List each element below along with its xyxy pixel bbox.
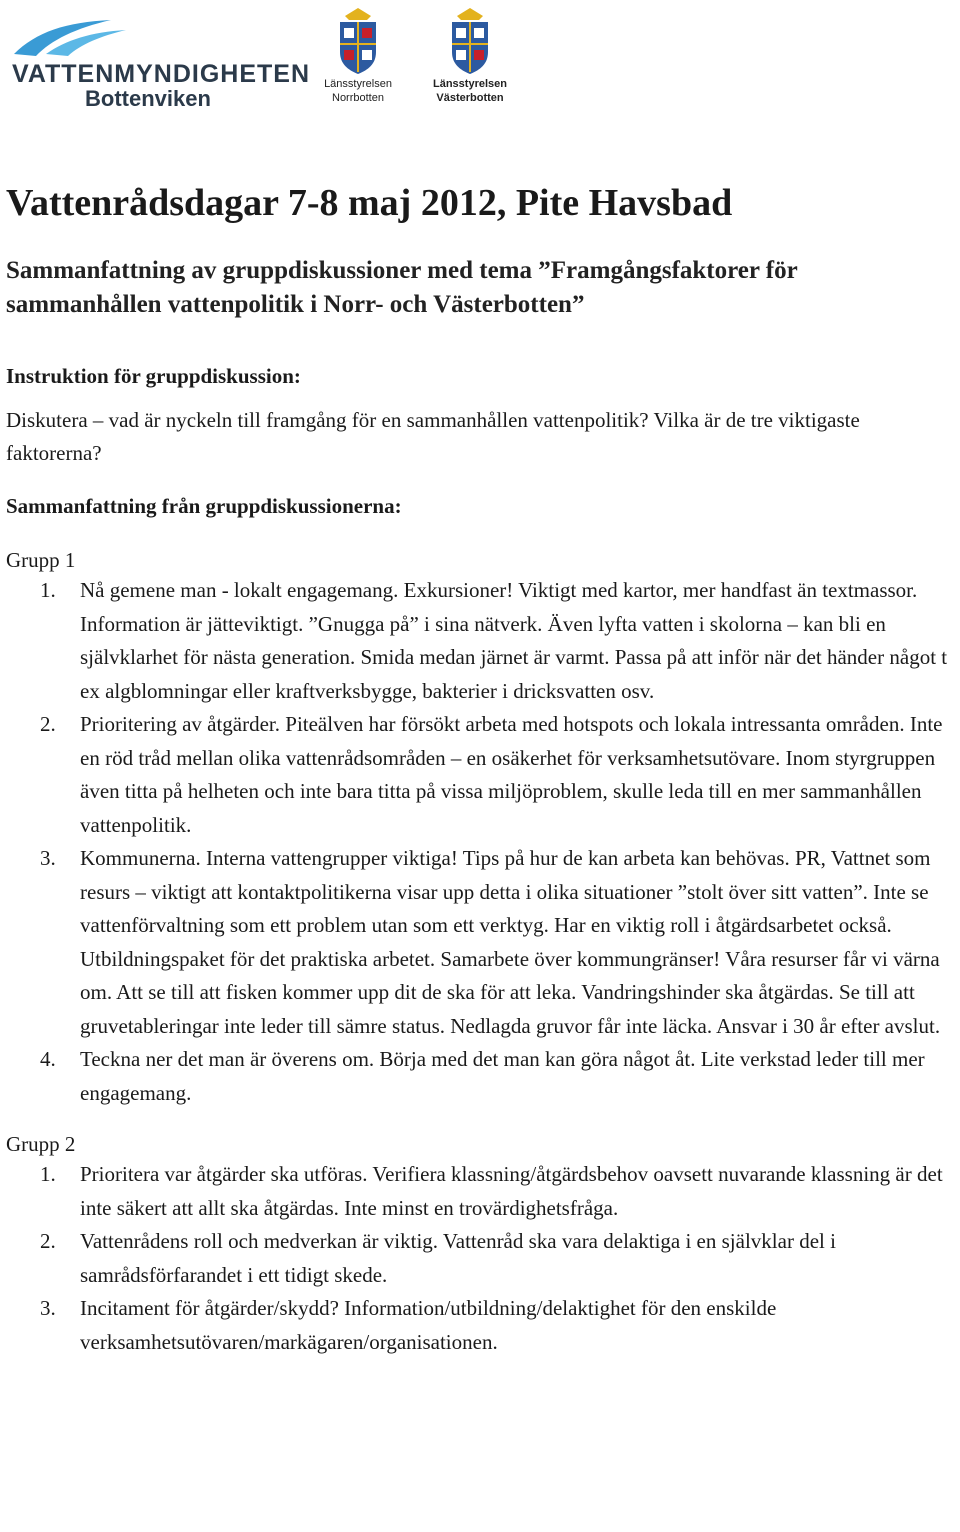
list-item-number: 2. [40, 1229, 56, 1253]
group-2-list [6, 1158, 956, 1359]
vm-logo-title: VATTENMYNDIGHETEN [12, 60, 311, 88]
crest-vasterbotten [430, 6, 510, 106]
list-item-text: Prioritera var åtgärder ska utföras. Verifiera klassning/åtgärdsbehov oavsett nuvarande klassning är det inte säkert att allt ska åtgärdas. Inte minst en trovärdighetsfråga. [80, 1162, 943, 1220]
list-item-text: Prioritering av åtgärder. Piteälven har försökt arbeta med hotspots och lokala intressanta områden. Inte en röd tråd mellan olika vattenrådsområden – en osäkerhet för verksamhetsutövare. Inom styrgruppen även titta på helheten och inte bara titta på vissa miljöproblem, skulle leda till en mer sammanhållen vattenpolitik. [80, 712, 943, 837]
list-item [6, 574, 956, 708]
vattenmyndigheten-logo [6, 14, 311, 111]
list-item-text: Teckna ner det man är överens om. Börja med det man kan göra något åt. Lite verkstad leder till mer engagemang. [80, 1047, 925, 1105]
vm-logo-subtitle: Bottenviken [85, 86, 211, 111]
list-item-text: Incitament för åtgärder/skydd? Information/utbildning/delaktighet för den enskilde verksamhetsutövaren/markägaren/organisationen. [80, 1296, 777, 1354]
list-item-text: Nå gemene man - lokalt engagemang. Exkursioner! Viktigt med kartor, mer handfast än textmassor. Information är jätteviktigt. ”Gnugga på” i sina nätverk. Även lyfta vatten i skolorna – kan bli en självklarhet för nästa generation. Smida medan järnet är varmt. Passa på att inför när det händer något t ex algblomningar eller kraftverksbygge, bakterier i dricksvatten osv. [80, 578, 948, 703]
document-body [6, 178, 956, 1359]
crest-vasterbotten-line2: Västerbotten [436, 92, 504, 104]
list-item-number: 1. [40, 1162, 56, 1186]
crest-vasterbotten-line1: Länsstyrelsen [433, 78, 507, 90]
list-item-number: 3. [40, 846, 56, 870]
list-item-text: Kommunerna. Interna vattengrupper viktiga! Tips på hur de kan arbeta kan behövas. PR, Vattnet som resurs – viktigt att kontaktpolitikerna visar upp detta i olika situationer ”stolt över sitt vatten”. Inte se vattenförvaltning som ett problem utan som ett verktyg. Har en viktig roll i åtgärdsarbetet också. Utbildningspaket för det praktiska arbetet. Samarbete över kommungränser! Våra resurser får vi värna om. Att se till att fisken kommer upp dit de ska för att leka. Vandringshinder ska åtgärdas. Se till att gruvetableringar inte leder till sämre status. Nedlagda gruvor får inte läcka. Ansvar i 30 år efter avslut. [80, 846, 941, 1038]
crest-norrbotten [318, 6, 398, 106]
page-subtitle: Sammanfattning av gruppdiskussioner med tema ”Framgångsfaktorer för sammanhållen vattenpolitik i Norr- och Västerbotten” [6, 257, 798, 318]
instruction-text: Diskutera – vad är nyckeln till framgång för en sammanhållen vattenpolitik? Vilka är de tre viktigaste faktorerna? [6, 408, 860, 465]
list-item-number: 4. [40, 1047, 56, 1071]
header-logos [0, 0, 960, 110]
list-item [6, 842, 956, 1043]
group-heading: Grupp 2 [6, 1132, 76, 1156]
list-item [6, 1043, 956, 1110]
coat-of-arms-icon [447, 6, 493, 76]
crest-norrbotten-line2: Norrbotten [332, 92, 384, 104]
list-item-number: 1. [40, 578, 56, 602]
list-item-number: 3. [40, 1296, 56, 1320]
page-title: Vattenrådsdagar 7-8 maj 2012, Pite Havsbad [6, 182, 733, 224]
coat-of-arms-icon [335, 6, 381, 76]
summary-heading: Sammanfattning från gruppdiskussionerna: [6, 494, 402, 518]
list-item-text: Vattenrådens roll och medverkan är viktig. Vattenråd ska vara delaktiga i en självklar del i samrådsförfarandet i ett tidigt skede. [80, 1229, 836, 1287]
group-1-list [6, 574, 956, 1110]
list-item [6, 1292, 956, 1359]
crest-norrbotten-line1: Länsstyrelsen [324, 78, 392, 90]
list-item-number: 2. [40, 712, 56, 736]
instruction-heading: Instruktion för gruppdiskussion: [6, 364, 301, 388]
list-item [6, 1225, 956, 1292]
list-item [6, 1158, 956, 1225]
list-item [6, 708, 956, 842]
group-heading: Grupp 1 [6, 548, 76, 572]
